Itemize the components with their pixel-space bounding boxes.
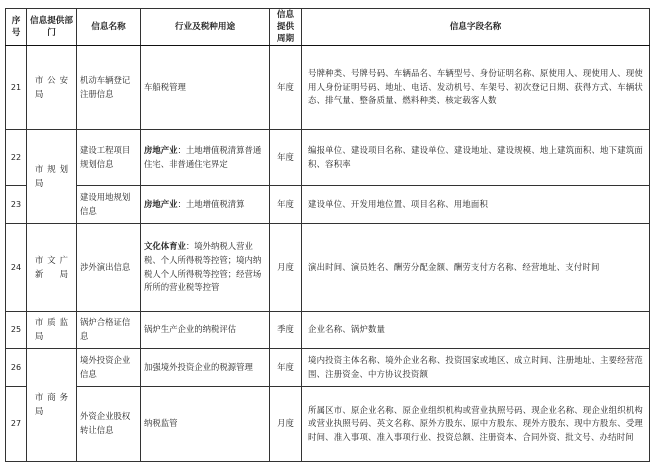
- row-info-name: 建设用地规划信息: [77, 186, 141, 224]
- header-row: [6, 9, 650, 46]
- row-dept: 市质监局: [27, 312, 77, 349]
- header-period: 信息提供周期: [270, 9, 302, 46]
- industry-lead: 房地产业: [144, 144, 178, 155]
- row-period: 年度: [270, 186, 302, 224]
- header-fields: 信息字段名称: [302, 9, 650, 46]
- industry-text: 锅炉生产企业的纳税评估: [144, 324, 237, 335]
- row-seq: 27: [6, 387, 27, 462]
- row-seq: 23: [6, 186, 27, 224]
- industry-lead: 文化体育业: [144, 241, 186, 252]
- industry-text: 纳税监管: [144, 418, 178, 429]
- row-period: 年度: [270, 46, 302, 130]
- industry-text: 车船税管理: [144, 81, 186, 92]
- row-seq: 22: [6, 130, 27, 186]
- industry-text: ：境外纳税人营业税、个人所得税等控管；境内纳税人个人所得税等控管；经营场所所的营业税等控管: [144, 241, 262, 293]
- row-fields: 演出时间、演员姓名、酬劳分配金额、酬劳支付方名称、经营地址、支付时间: [302, 224, 650, 312]
- table-row: [6, 130, 650, 186]
- row-dept: 市文广新局: [27, 224, 77, 312]
- row-period: 月度: [270, 224, 302, 312]
- row-dept: 市规划局: [27, 130, 77, 224]
- row-period: 年度: [270, 349, 302, 387]
- industry-text: ：土地增值税清算普通住宅、非普通住宅界定: [144, 144, 262, 169]
- row-seq: 26: [6, 349, 27, 387]
- row-fields: 所属区市、原企业名称、原企业组织机构或营业执照号码、现企业名称、现企业组织机构或营业执照号码、英文名称、原外方股东、原中方股东、现外方股东、现中方股东、受理时间、准入事项、准入事项行业、投资总额、注册资本、合同外资、批文号、办结时间: [302, 387, 650, 462]
- row-fields: 企业名称、锅炉数量: [302, 312, 650, 349]
- header-dept: 信息提供部门: [27, 9, 77, 46]
- row-industry: [141, 349, 270, 387]
- table-row: [6, 312, 650, 349]
- header-seq: 序号: [6, 9, 27, 46]
- row-fields: 号牌种类、号牌号码、车辆品名、车辆型号、身份证明名称、原使用人、现使用人、现使用人身份证明号码、地址、电话、发动机号、车架号、初次登记日期、获得方式、车辆状态、排气量、整备质量、燃料种类、核定载客人数: [302, 46, 650, 130]
- table-row: [6, 46, 650, 130]
- row-info-name: 境外投资企业信息: [77, 349, 141, 387]
- row-info-name: 机动车辆登记注册信息: [77, 46, 141, 130]
- row-industry: [141, 130, 270, 186]
- row-info-name: 建设工程项目规划信息: [77, 130, 141, 186]
- row-industry: [141, 186, 270, 224]
- row-period: 年度: [270, 130, 302, 186]
- row-seq: 24: [6, 224, 27, 312]
- header-industry: 行业及税种用途: [141, 9, 270, 46]
- row-industry: [141, 46, 270, 130]
- row-fields: 编报单位、建设项目名称、建设单位、建设地址、建设规模、地上建筑面积、地下建筑面积、容积率: [302, 130, 650, 186]
- industry-lead: 房地产业: [144, 198, 178, 209]
- row-fields: 境内投资主体名称、境外企业名称、投资国家或地区、成立时间、注册地址、主要经营范围、注册资金、中方协议投资额: [302, 349, 650, 387]
- row-info-name: 锅炉合格证信息: [77, 312, 141, 349]
- row-info-name: 外资企业股权转让信息: [77, 387, 141, 462]
- row-industry: [141, 387, 270, 462]
- row-period: 季度: [270, 312, 302, 349]
- header-name: 信息名称: [77, 9, 141, 46]
- tax-info-table: [5, 8, 650, 462]
- industry-text: ：土地增值税清算: [177, 198, 245, 209]
- row-industry: [141, 312, 270, 349]
- table-row: [6, 186, 650, 224]
- row-seq: 21: [6, 46, 27, 130]
- row-info-name: 涉外演出信息: [77, 224, 141, 312]
- table-row: [6, 349, 650, 387]
- row-fields: 建设单位、开发用地位置、项目名称、用地面积: [302, 186, 650, 224]
- row-industry: [141, 224, 270, 312]
- table-row: [6, 224, 650, 312]
- row-dept: 市商务局: [27, 349, 77, 462]
- row-seq: 25: [6, 312, 27, 349]
- row-period: 月度: [270, 387, 302, 462]
- row-dept: 市公安局: [27, 46, 77, 130]
- table-row: [6, 387, 650, 462]
- industry-text: 加强境外投资企业的税源管理: [144, 361, 253, 372]
